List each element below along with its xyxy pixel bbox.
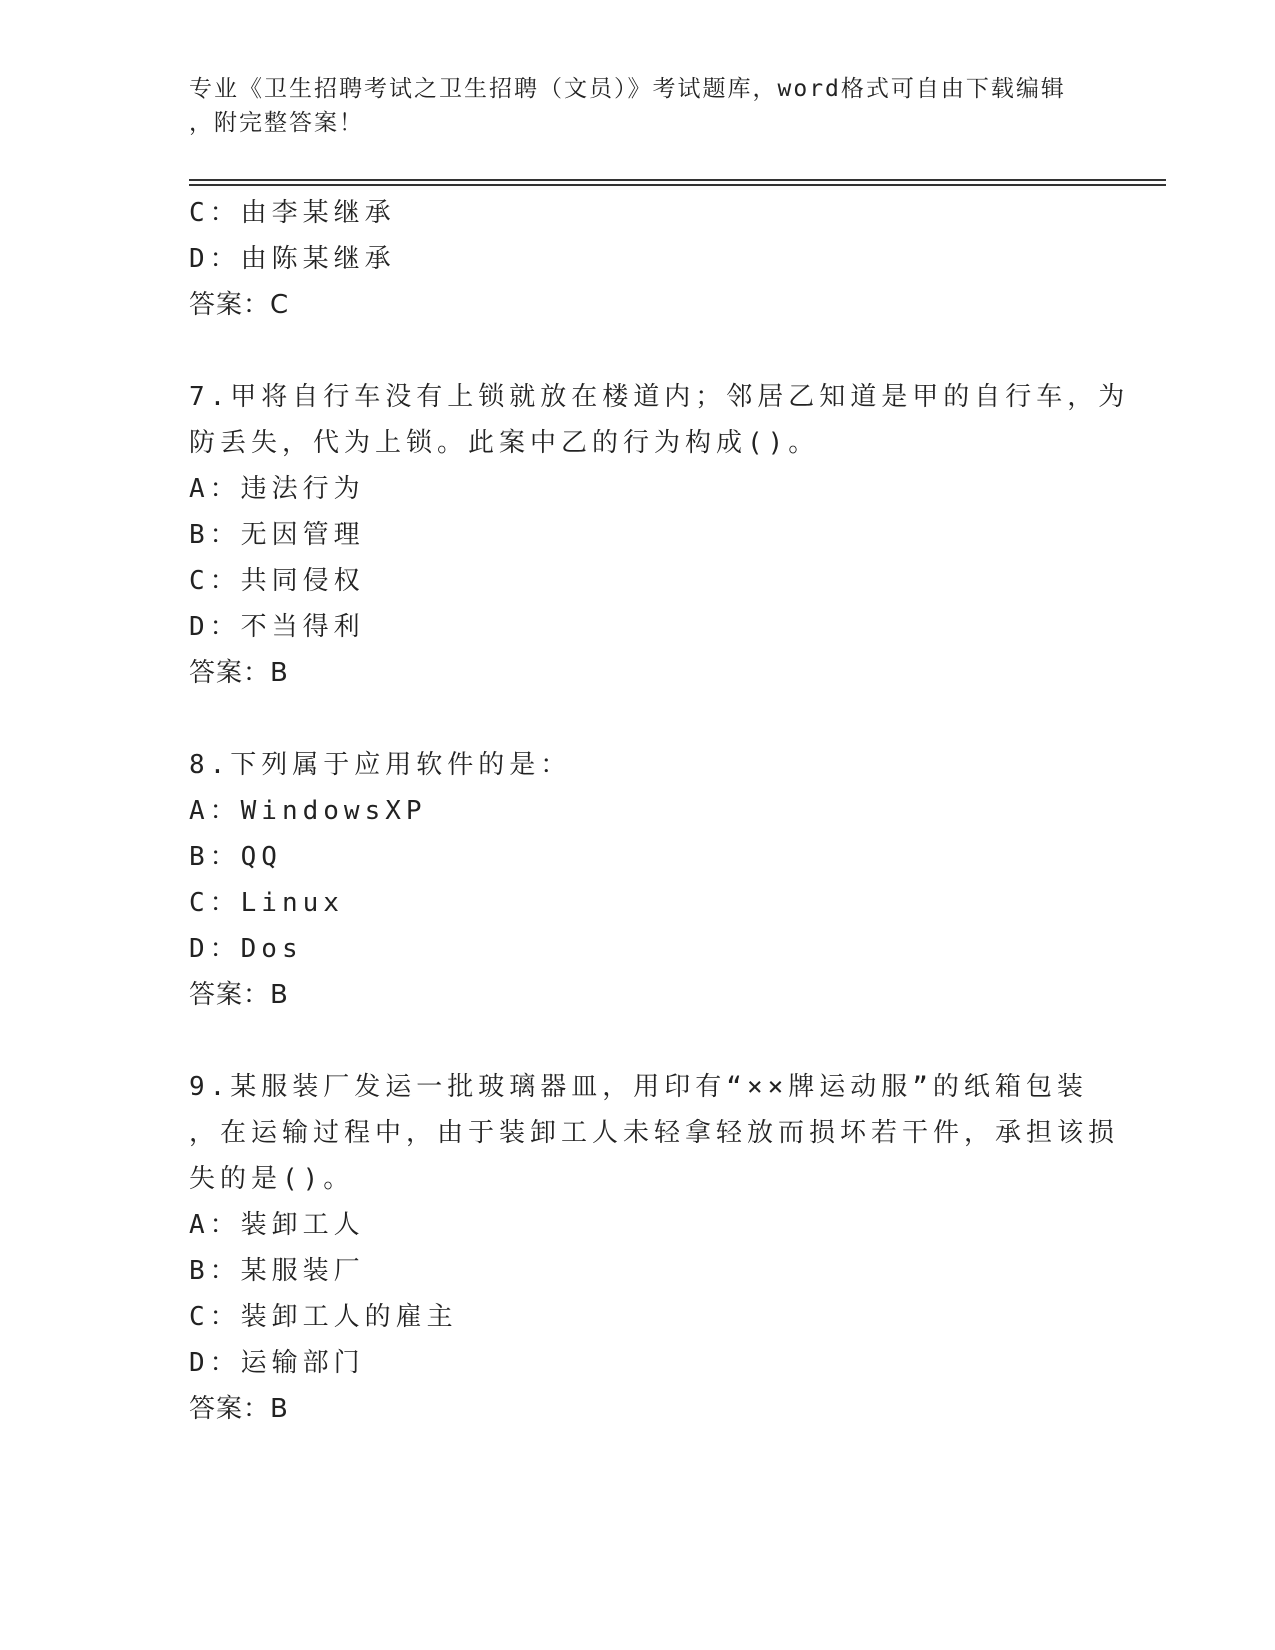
spacer: [189, 696, 1069, 742]
option-a: A：装卸工人: [189, 1210, 365, 1240]
question-8: [189, 742, 1069, 1018]
answer: 答案：B: [189, 1394, 289, 1424]
header-divider-bottom: [189, 184, 1166, 186]
option-d: D：运输部门: [189, 1348, 365, 1378]
option-c: C：共同侵权: [189, 566, 365, 596]
question-6-tail: [189, 190, 1069, 328]
option-c: C：装卸工人的雇主: [189, 1302, 458, 1332]
option-d: D：由陈某继承: [189, 244, 396, 274]
option-c: C：Linux: [189, 888, 344, 918]
spacer: [189, 328, 1069, 374]
answer: 答案：B: [189, 658, 289, 688]
option-b: B：无因管理: [189, 520, 365, 550]
option-c: C：由李某继承: [189, 198, 396, 228]
document-header: [189, 72, 1089, 140]
question-stem: 8.下列属于应用软件的是：: [189, 750, 572, 780]
option-d: D：Dos: [189, 934, 303, 964]
option-b: B：QQ: [189, 842, 282, 872]
question-stem: ，在运输过程中，由于装卸工人未轻拿轻放而损坏若干件，承担该损: [189, 1118, 1120, 1148]
question-stem: 7.甲将自行车没有上锁就放在楼道内；邻居乙知道是甲的自行车，为: [189, 382, 1130, 412]
header-divider-top: [189, 179, 1166, 181]
option-d: D：不当得利: [189, 612, 365, 642]
answer: 答案：C: [189, 290, 290, 320]
question-stem: 9.某服装厂发运一批玻璃器皿，用印有“××牌运动服”的纸箱包装: [189, 1072, 1088, 1102]
option-a: A：违法行为: [189, 474, 365, 504]
question-9: [189, 1064, 1120, 1432]
answer: 答案：B: [189, 980, 289, 1010]
header-line-1: 专业《卫生招聘考试之卫生招聘（文员）》考试题库，word格式可自由下载编辑: [189, 76, 1066, 102]
question-7: [189, 374, 1130, 696]
question-stem: 防丢失，代为上锁。此案中乙的行为构成()。: [189, 428, 820, 458]
option-a: A：WindowsXP: [189, 796, 427, 826]
document-body: [189, 190, 1130, 1432]
header-line-2: ，附完整答案！: [189, 110, 364, 136]
question-stem: 失的是()。: [189, 1164, 355, 1194]
option-b: B：某服装厂: [189, 1256, 365, 1286]
spacer: [189, 1018, 1069, 1064]
